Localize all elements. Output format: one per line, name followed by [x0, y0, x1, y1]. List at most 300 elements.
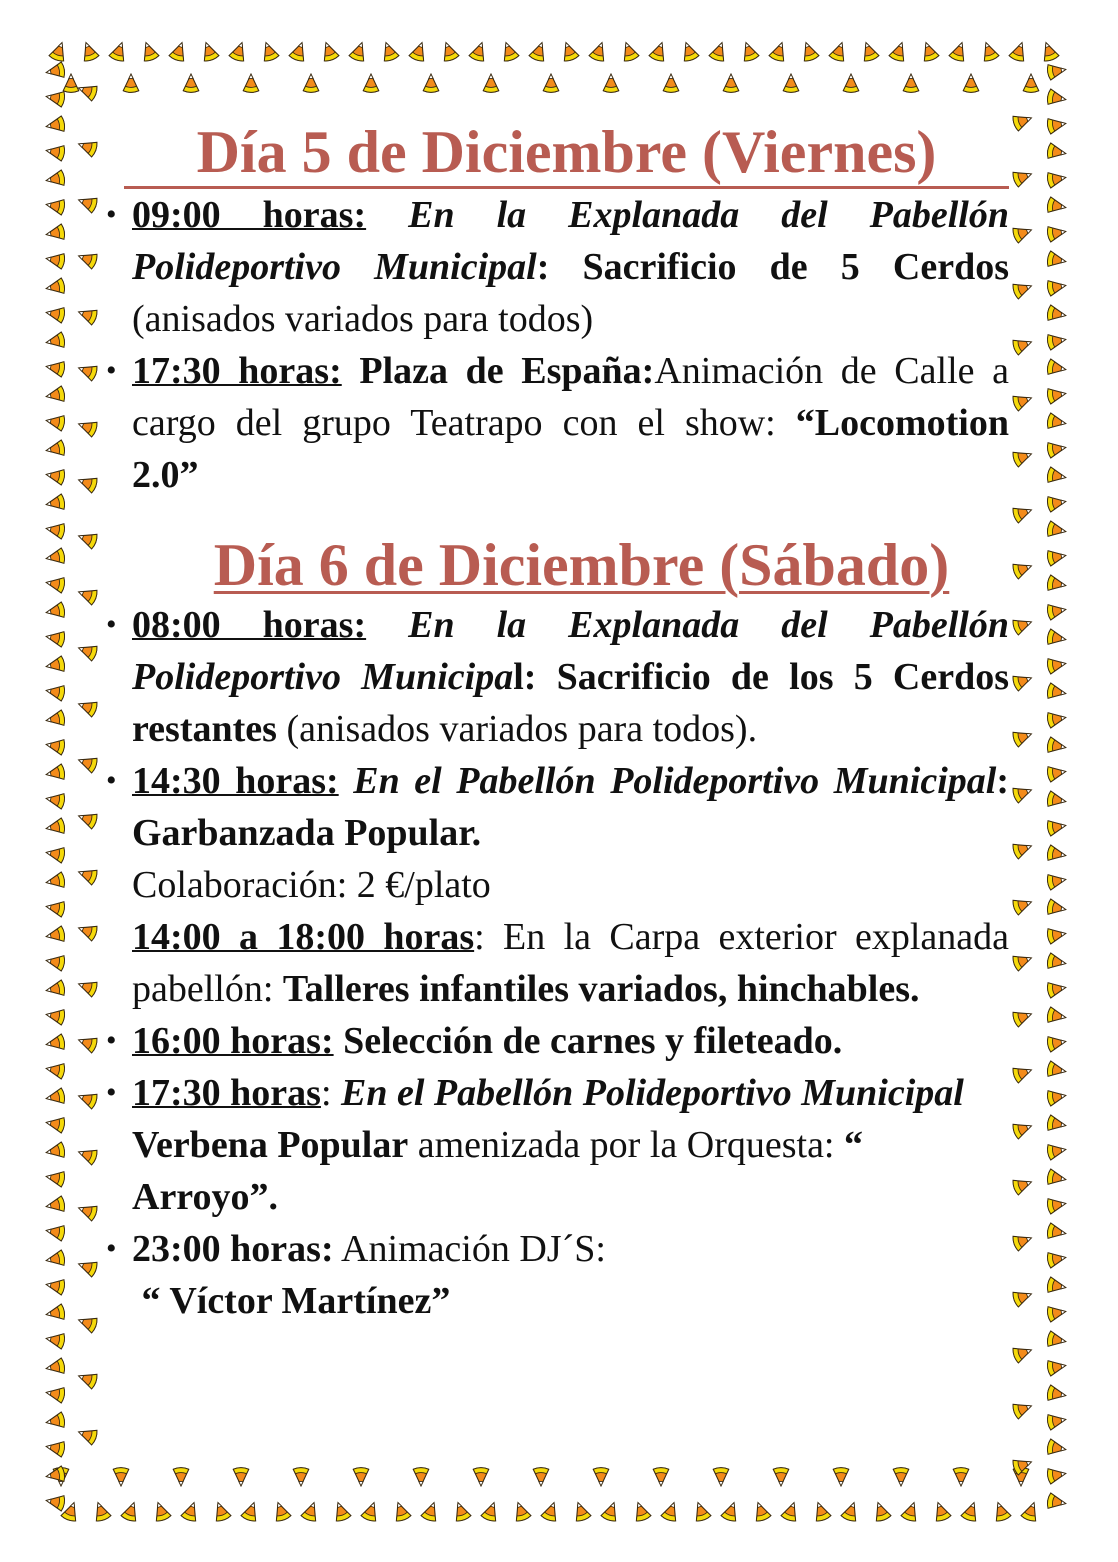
candy-corn-icon	[717, 1497, 745, 1525]
candy-corn-icon	[73, 357, 101, 385]
candy-corn-icon	[495, 37, 523, 65]
candy-corn-icon	[73, 1421, 101, 1449]
candy-corn-icon	[375, 37, 403, 65]
candy-corn-icon	[42, 1219, 67, 1244]
candy-corn-icon	[207, 1497, 235, 1525]
candy-corn-icon	[42, 436, 67, 461]
candy-corn-icon	[687, 1497, 715, 1525]
candy-corn-icon	[615, 37, 643, 65]
candy-corn-icon	[42, 1489, 67, 1514]
candy-corn-icon	[1044, 1003, 1069, 1028]
candy-corn-icon	[1044, 706, 1069, 731]
candy-corn-icon	[1009, 1115, 1037, 1143]
candy-corn-icon	[42, 274, 67, 299]
candy-corn-icon	[777, 1497, 805, 1525]
event-time: 09:00 horas:	[132, 194, 367, 236]
candy-corn-icon	[110, 1466, 132, 1488]
candy-corn-icon	[1009, 1395, 1037, 1423]
bullet-icon: •	[106, 1232, 117, 1265]
candy-corn-icon	[1009, 723, 1037, 751]
candy-corn-icon	[73, 973, 101, 1001]
candy-corn-icon	[1044, 787, 1069, 812]
candy-corn-icon	[135, 37, 163, 65]
candy-corn-icon	[555, 37, 583, 65]
candy-corn-icon	[1009, 1059, 1037, 1087]
candy-corn-icon	[73, 133, 101, 161]
candy-corn-icon	[42, 220, 67, 245]
event-title: Talleres infantiles variados, hinchables.	[282, 968, 920, 1010]
candy-corn-icon	[1009, 947, 1037, 975]
candy-corn-icon	[42, 1003, 67, 1028]
candy-corn-icon	[1044, 274, 1069, 299]
candy-corn-icon	[1044, 733, 1069, 758]
candy-corn-icon	[42, 1030, 67, 1055]
candy-corn-icon	[1044, 85, 1069, 110]
candy-corn-icon	[42, 409, 67, 434]
event-title: Garbanzada Popular.	[132, 812, 482, 854]
candy-corn-icon	[1044, 1138, 1069, 1163]
event-time: 23:00 horas:	[132, 1228, 334, 1270]
event-description: amenizada por la Orquesta:	[408, 1124, 844, 1166]
list-item: • 14:30 horas: En el Pabellón Polideportivo Municipal: Garbanzada Popular. Colaboración: 2 €/plato	[104, 755, 1009, 911]
candy-corn-icon	[1044, 895, 1069, 920]
day-6-heading: Día 6 de Diciembre (Sábado)	[213, 532, 950, 598]
candy-corn-icon	[1044, 1030, 1069, 1055]
candy-corn-icon	[42, 841, 67, 866]
candy-corn-icon	[42, 463, 67, 488]
event-time: 08:00 horas:	[132, 604, 367, 646]
candy-corn-icon	[42, 814, 67, 839]
candy-corn-icon	[825, 37, 853, 65]
candy-corn-icon	[42, 733, 67, 758]
candy-corn-icon	[1009, 835, 1037, 863]
candy-corn-icon	[225, 37, 253, 65]
candy-corn-icon	[1044, 1408, 1069, 1433]
candy-corn-icon	[1009, 779, 1037, 807]
event-time: 17:30 horas:	[132, 350, 342, 392]
candy-corn-icon	[42, 517, 67, 542]
candy-corn-icon	[1044, 841, 1069, 866]
event-time: 14:00 a 18:00 horas	[132, 916, 475, 958]
candy-corn-icon	[1044, 814, 1069, 839]
candy-corn-icon	[710, 1466, 732, 1488]
candy-corn-icon	[1044, 328, 1069, 353]
candy-corn-icon	[567, 1497, 595, 1525]
candy-corn-icon	[42, 1462, 67, 1487]
candy-corn-icon	[73, 749, 101, 777]
candy-corn-icon	[927, 1497, 955, 1525]
candy-corn-icon	[73, 693, 101, 721]
candy-corn-icon	[1044, 1273, 1069, 1298]
candy-corn-icon	[1020, 72, 1042, 94]
candy-corn-icon	[950, 1466, 972, 1488]
candy-corn-icon	[327, 1497, 355, 1525]
event-title: Selección de carnes y fileteado.	[333, 1020, 843, 1062]
candy-corn-icon	[837, 1497, 865, 1525]
list-item	[104, 1223, 1009, 1327]
event-title: Sacrificio de 5 Cerdos	[582, 246, 1009, 288]
candy-corn-icon	[795, 37, 823, 65]
candy-corn-icon	[42, 895, 67, 920]
list-item: • 17:30 horas: En el Pabellón Polideportivo Municipal Verbena Popular amenizada por la Orquesta: “ Arroyo”.	[104, 1067, 1009, 1223]
candy-corn-icon	[42, 706, 67, 731]
candy-corn-icon	[42, 544, 67, 569]
candy-corn-icon	[237, 1497, 265, 1525]
candy-corn-icon	[1009, 1339, 1037, 1367]
candy-corn-icon	[417, 1497, 445, 1525]
candy-corn-icon	[73, 1085, 101, 1113]
list-item	[104, 345, 1009, 501]
candy-corn-icon	[1044, 112, 1069, 137]
candy-corn-icon	[170, 1466, 192, 1488]
list-item	[104, 1015, 1009, 1067]
candy-corn-icon	[1009, 1171, 1037, 1199]
candy-corn-icon	[1044, 1192, 1069, 1217]
candy-corn-icon	[75, 37, 103, 65]
candy-corn-icon	[42, 1273, 67, 1298]
candy-corn-icon	[42, 976, 67, 1001]
candy-corn-icon	[73, 1141, 101, 1169]
candy-corn-icon	[900, 72, 922, 94]
candy-corn-icon	[73, 525, 101, 553]
candy-corn-icon	[73, 245, 101, 273]
candy-corn-icon	[1044, 571, 1069, 596]
candy-corn-icon	[885, 37, 913, 65]
candy-corn-icon	[42, 652, 67, 677]
candy-corn-icon	[42, 328, 67, 353]
candy-corn-icon	[405, 37, 433, 65]
candy-corn-icon	[840, 72, 862, 94]
event-place: En la Explanada del Pabellón Polideportivo Municipal	[132, 194, 1009, 288]
candy-corn-icon	[73, 581, 101, 609]
candy-corn-icon	[1044, 1246, 1069, 1271]
event-place: En el Pabellón Polideportivo Municipal	[341, 1072, 964, 1114]
candy-corn-icon	[1044, 139, 1069, 164]
candy-corn-icon	[705, 37, 733, 65]
candy-corn-icon	[73, 917, 101, 945]
candy-corn-icon	[975, 37, 1003, 65]
candy-corn-icon	[747, 1497, 775, 1525]
candy-corn-icon	[1044, 193, 1069, 218]
list-item: • 09:00 horas: En la Explanada del Pabellón Polideportivo Municipal: Sacrificio de 5 Cerdos (anisados variados para todos)	[104, 189, 1009, 345]
candy-corn-icon	[42, 1354, 67, 1379]
candy-corn-icon	[180, 72, 202, 94]
candy-corn-icon	[1009, 891, 1037, 919]
candy-corn-icon	[177, 1497, 205, 1525]
candy-corn-icon	[1044, 1111, 1069, 1136]
candy-corn-icon	[1044, 247, 1069, 272]
candy-corn-icon	[42, 922, 67, 947]
candy-corn-icon	[1044, 517, 1069, 542]
candy-corn-icon	[1044, 1300, 1069, 1325]
candy-corn-icon	[525, 37, 553, 65]
candy-corn-icon	[960, 72, 982, 94]
candy-corn-icon	[42, 1435, 67, 1460]
candy-corn-icon	[1044, 58, 1069, 83]
candy-corn-icon	[855, 37, 883, 65]
candy-corn-icon	[720, 72, 742, 94]
candy-corn-icon	[42, 1165, 67, 1190]
event-place: Plaza de España:	[341, 350, 655, 392]
candy-corn-icon	[987, 1497, 1015, 1525]
candy-corn-icon	[73, 805, 101, 833]
candy-corn-icon	[42, 1246, 67, 1271]
candy-corn-icon	[1044, 409, 1069, 434]
candy-corn-icon	[42, 355, 67, 380]
day-6-list	[104, 599, 1009, 1327]
candy-corn-icon	[1044, 1057, 1069, 1082]
candy-corn-icon	[600, 72, 622, 94]
event-title: Sacrificio de los 5 Cerdos restantes	[132, 656, 1010, 750]
candy-corn-icon	[1044, 544, 1069, 569]
candy-corn-icon	[1044, 1165, 1069, 1190]
candy-corn-icon	[435, 37, 463, 65]
candy-corn-icon	[42, 490, 67, 515]
candy-corn-icon	[657, 1497, 685, 1525]
candy-corn-icon	[297, 1497, 325, 1525]
candy-corn-icon	[42, 1138, 67, 1163]
candy-corn-icon	[42, 85, 67, 110]
list-item: 14:00 a 18:00 horas: En la Carpa exterior explanada pabellón: Talleres infantiles variados, hinchables.	[132, 916, 1009, 1010]
candy-corn-icon	[1009, 555, 1037, 583]
candy-corn-icon	[477, 1497, 505, 1525]
candy-corn-icon	[645, 37, 673, 65]
candy-corn-icon	[1009, 275, 1037, 303]
candy-corn-icon	[627, 1497, 655, 1525]
candy-corn-icon	[660, 72, 682, 94]
candy-corn-icon	[470, 1466, 492, 1488]
candy-corn-icon	[1009, 219, 1037, 247]
candy-corn-icon	[240, 72, 262, 94]
candy-corn-icon	[73, 1029, 101, 1057]
band-name: “ Arroyo”.	[132, 1124, 863, 1218]
candy-corn-icon	[1044, 1354, 1069, 1379]
candy-corn-icon	[410, 1466, 432, 1488]
candy-corn-icon	[507, 1497, 535, 1525]
show-name: “Locomotion 2.0”	[132, 402, 1009, 496]
candy-corn-icon	[1044, 301, 1069, 326]
candy-corn-icon	[650, 1466, 672, 1488]
candy-corn-icon	[73, 861, 101, 889]
candy-corn-icon	[1009, 443, 1037, 471]
candy-corn-icon	[1044, 1327, 1069, 1352]
candy-corn-icon	[735, 37, 763, 65]
bullet-icon: •	[106, 764, 117, 797]
candy-corn-icon	[1044, 598, 1069, 623]
candy-corn-icon	[105, 37, 133, 65]
bullet-icon: •	[106, 608, 117, 641]
bullet-icon: •	[106, 354, 117, 387]
candy-corn-icon	[1009, 667, 1037, 695]
candy-corn-icon	[42, 139, 67, 164]
candy-corn-icon	[1044, 868, 1069, 893]
candy-corn-icon	[42, 301, 67, 326]
candy-corn-icon	[230, 1466, 252, 1488]
candy-corn-icon	[42, 382, 67, 407]
event-place: En el Pabellón Polideportivo Municipal	[353, 760, 997, 802]
candy-corn-icon	[42, 1192, 67, 1217]
candy-corn-icon	[73, 1253, 101, 1281]
candy-corn-icon	[1044, 463, 1069, 488]
candy-corn-icon	[42, 1057, 67, 1082]
candy-corn-icon	[1009, 1283, 1037, 1311]
candy-corn-icon	[1005, 37, 1033, 65]
event-note: (anisados variados para todos)	[132, 298, 594, 340]
candy-corn-icon	[73, 1309, 101, 1337]
candy-corn-icon	[42, 760, 67, 785]
candy-corn-icon	[147, 1497, 175, 1525]
candy-corn-icon	[387, 1497, 415, 1525]
candy-corn-icon	[360, 72, 382, 94]
candy-corn-icon	[1044, 382, 1069, 407]
candy-corn-icon	[1044, 1381, 1069, 1406]
event-time: 14:30 horas:	[132, 760, 339, 802]
candy-corn-icon	[117, 1497, 145, 1525]
candy-corn-icon	[1044, 949, 1069, 974]
candy-corn-icon	[267, 1497, 295, 1525]
candy-corn-icon	[42, 571, 67, 596]
candy-corn-icon	[1017, 1497, 1045, 1525]
candy-corn-icon	[42, 625, 67, 650]
candy-corn-icon	[1044, 220, 1069, 245]
program-content	[104, 118, 1009, 1327]
candy-corn-icon	[537, 1497, 565, 1525]
candy-corn-icon	[42, 1300, 67, 1325]
candy-corn-icon	[1044, 922, 1069, 947]
event-note: Colaboración: 2 €/plato	[132, 864, 491, 906]
candy-corn-icon	[255, 37, 283, 65]
candy-corn-icon	[540, 72, 562, 94]
candy-corn-icon	[42, 193, 67, 218]
event-description: En la Carpa exterior explanada pabellón:	[132, 916, 1009, 1010]
candy-corn-icon	[73, 1197, 101, 1225]
candy-corn-icon	[42, 58, 67, 83]
candy-corn-icon	[42, 1327, 67, 1352]
candy-corn-icon	[1044, 1084, 1069, 1109]
candy-corn-icon	[73, 301, 101, 329]
day-5-heading: Día 5 de Diciembre (Viernes)	[124, 118, 1009, 189]
candy-corn-icon	[867, 1497, 895, 1525]
candy-corn-icon	[890, 1466, 912, 1488]
candy-corn-icon	[357, 1497, 385, 1525]
dj-name: “ Víctor Martínez”	[141, 1280, 451, 1322]
candy-corn-icon	[345, 37, 373, 65]
candy-corn-icon	[73, 469, 101, 497]
candy-corn-icon	[590, 1466, 612, 1488]
candy-corn-icon	[1044, 976, 1069, 1001]
candy-corn-icon	[1044, 679, 1069, 704]
candy-corn-icon	[1044, 760, 1069, 785]
candy-corn-icon	[42, 166, 67, 191]
candy-corn-icon	[1044, 625, 1069, 650]
candy-corn-icon	[165, 37, 193, 65]
candy-corn-icon	[290, 1466, 312, 1488]
candy-corn-icon	[465, 37, 493, 65]
event-description: Animación de Calle a cargo del grupo Teatrapo con el show:	[132, 350, 1009, 444]
candy-corn-icon	[42, 598, 67, 623]
candy-corn-icon	[42, 1111, 67, 1136]
candy-corn-icon	[765, 37, 793, 65]
candy-corn-icon	[1044, 436, 1069, 461]
candy-corn-icon	[1044, 1219, 1069, 1244]
candy-corn-icon	[1009, 1227, 1037, 1255]
candy-corn-icon	[1044, 1462, 1069, 1487]
candy-corn-icon	[73, 1365, 101, 1393]
candy-corn-icon	[807, 1497, 835, 1525]
candy-corn-icon	[1044, 355, 1069, 380]
bullet-icon: •	[106, 1076, 117, 1109]
candy-corn-icon	[1009, 499, 1037, 527]
candy-corn-icon	[945, 37, 973, 65]
candy-corn-icon	[300, 72, 322, 94]
event-description: Animación DJ´S:	[333, 1228, 606, 1270]
candy-corn-icon	[1009, 387, 1037, 415]
candy-corn-icon	[1044, 652, 1069, 677]
event-note: (anisados variados para todos).	[276, 708, 758, 750]
bullet-icon: •	[106, 198, 117, 231]
candy-corn-icon	[42, 247, 67, 272]
candy-corn-icon	[1009, 331, 1037, 359]
candy-corn-icon	[675, 37, 703, 65]
candy-corn-icon	[350, 1466, 372, 1488]
candy-corn-icon	[597, 1497, 625, 1525]
candy-corn-icon	[87, 1497, 115, 1525]
event-place: En la Explanada del Pabellón Polideportivo Municipa	[132, 604, 1009, 698]
candy-corn-icon	[42, 1381, 67, 1406]
day-5-list	[104, 189, 1009, 501]
candy-corn-icon	[1009, 1003, 1037, 1031]
candy-corn-icon	[770, 1466, 792, 1488]
candy-corn-icon	[1044, 166, 1069, 191]
candy-corn-icon	[73, 413, 101, 441]
candy-corn-icon	[1044, 1489, 1069, 1514]
candy-corn-icon	[447, 1497, 475, 1525]
candy-corn-icon	[957, 1497, 985, 1525]
event-time: 17:30 horas	[132, 1072, 321, 1114]
candy-corn-icon	[420, 72, 442, 94]
candy-corn-icon	[42, 1408, 67, 1433]
candy-corn-icon	[1009, 163, 1037, 191]
candy-corn-icon	[73, 637, 101, 665]
candy-corn-icon	[585, 37, 613, 65]
list-item: • 08:00 horas: En la Explanada del Pabellón Polideportivo Municipal: Sacrificio de los 5 Cerdos restantes (anisados variados para todos).	[104, 599, 1009, 755]
candy-corn-icon	[1009, 107, 1037, 135]
candy-corn-icon	[42, 679, 67, 704]
event-title: Verbena Popular	[132, 1124, 409, 1166]
candy-corn-icon	[1044, 490, 1069, 515]
bullet-icon: •	[106, 1024, 117, 1057]
candy-corn-icon	[1044, 1435, 1069, 1460]
candy-corn-icon	[915, 37, 943, 65]
candy-corn-icon	[120, 72, 142, 94]
candy-corn-icon	[195, 37, 223, 65]
candy-corn-icon	[42, 112, 67, 137]
candy-corn-icon	[73, 189, 101, 217]
candy-corn-icon	[480, 72, 502, 94]
candy-corn-icon	[530, 1466, 552, 1488]
candy-corn-icon	[42, 1084, 67, 1109]
candy-corn-icon	[42, 949, 67, 974]
candy-corn-icon	[830, 1466, 852, 1488]
candy-corn-icon	[780, 72, 802, 94]
candy-corn-icon	[42, 868, 67, 893]
candy-corn-icon	[42, 787, 67, 812]
candy-corn-icon	[897, 1497, 925, 1525]
candy-corn-icon	[285, 37, 313, 65]
candy-corn-icon	[315, 37, 343, 65]
candy-corn-icon	[1009, 611, 1037, 639]
event-time: 16:00 horas:	[132, 1020, 334, 1062]
